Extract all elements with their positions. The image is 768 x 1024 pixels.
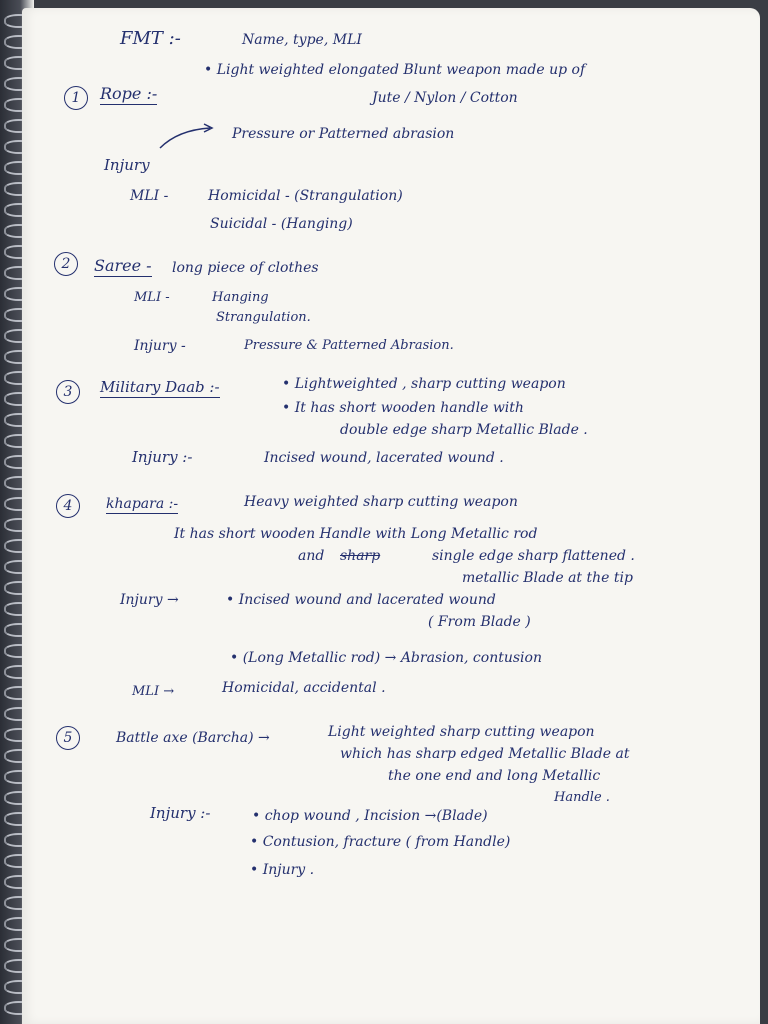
section-5-line: Handle . — [554, 790, 610, 805]
section-4-line: Homicidal, accidental . — [222, 680, 386, 696]
section-5-title: Battle axe (Barcha) → — [116, 730, 270, 746]
section-5-line: Light weighted sharp cutting weapon — [328, 724, 595, 740]
section-5-line: • Contusion, fracture ( from Handle) — [250, 834, 511, 850]
section-4-line: metallic Blade at the tip — [462, 570, 633, 586]
section-5-number: 5 — [56, 726, 80, 750]
section-5-line: • Injury . — [250, 862, 315, 878]
section-3-line: • It has short wooden handle with — [282, 400, 524, 416]
section-4-line: It has short wooden Handle with Long Metallic rod — [174, 526, 538, 542]
section-5-line: the one end and long Metallic — [388, 768, 601, 784]
section-2-line: Hanging — [212, 290, 269, 305]
section-4-title: khapara :- — [106, 496, 179, 512]
section-5-line: which has sharp edged Metallic Blade at — [340, 746, 630, 762]
section-5-injury-label: Injury :- — [150, 804, 211, 822]
section-4-line: • Incised wound and lacerated wound — [226, 592, 496, 608]
section-3-injury-label: Injury :- — [132, 448, 193, 466]
section-4-number: 4 — [56, 494, 80, 518]
section-5-line: • chop wound , Incision →(Blade) — [252, 808, 488, 824]
section-1-line: Jute / Nylon / Cotton — [372, 90, 518, 106]
section-1-line: • Light weighted elongated Blunt weapon made up of — [204, 62, 586, 78]
section-4-injury-label: Injury → — [120, 592, 179, 608]
section-1-title: Rope :- — [100, 84, 158, 103]
section-2-injury-label: Injury - — [134, 338, 186, 354]
section-2-title: Saree - — [94, 256, 152, 275]
section-2-mli-label: MLI - — [134, 290, 170, 305]
section-4-struck-word: sharp — [340, 548, 381, 564]
section-1-number: 1 — [64, 86, 88, 110]
section-4-line: ( From Blade ) — [428, 614, 531, 630]
section-3-line: • Lightweighted , sharp cutting weapon — [282, 376, 566, 392]
page-title: FMT :- — [120, 28, 181, 49]
section-4-mli-label: MLI → — [132, 684, 175, 699]
section-2-line: long piece of clothes — [172, 260, 319, 276]
section-3-line: Incised wound, lacerated wound . — [264, 450, 504, 466]
section-1-mli-label: MLI - — [130, 188, 169, 204]
section-3-line: double edge sharp Metallic Blade . — [340, 422, 588, 438]
section-3-number: 3 — [56, 380, 80, 404]
arrow-icon — [158, 122, 218, 152]
section-2-line: Pressure & Patterned Abrasion. — [244, 338, 454, 353]
section-1-line: Suicidal - (Hanging) — [210, 216, 353, 232]
section-2-line: Strangulation. — [216, 310, 311, 325]
section-4-line: Heavy weighted sharp cutting weapon — [244, 494, 518, 510]
section-4-line: single edge sharp flattened . — [432, 548, 635, 564]
section-1-injury-label: Injury — [104, 156, 150, 174]
section-1-line: Pressure or Patterned abrasion — [232, 126, 455, 142]
page-subtitle: Name, type, MLI — [242, 32, 362, 48]
section-1-line: Homicidal - (Strangulation) — [208, 188, 403, 204]
section-4-line: and — [298, 548, 325, 564]
section-2-number: 2 — [54, 252, 78, 276]
section-3-title: Military Daab :- — [100, 378, 220, 396]
section-4-line: • (Long Metallic rod) → Abrasion, contusion — [230, 650, 542, 666]
